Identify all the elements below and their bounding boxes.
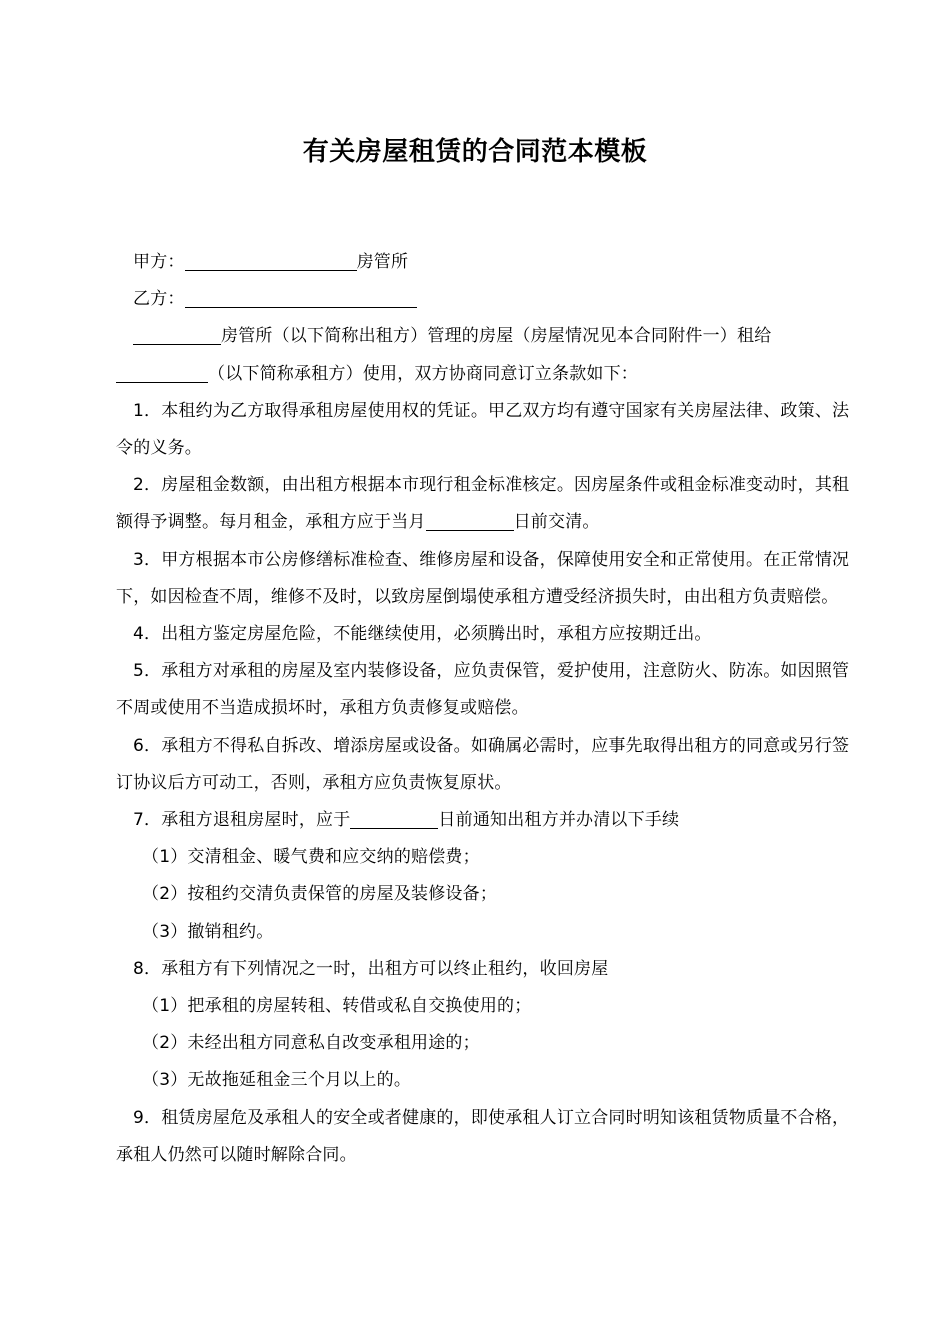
clause-7-item: （1）交清租金、暖气费和应交纳的赔偿费； xyxy=(142,847,480,868)
clause-9: 9．租赁房屋危及承租人的安全或者健康的，即使承租人订立合同时明知该租赁物质量不合格，承租人仍然可以随时解除合同。 xyxy=(116,1107,850,1165)
clause-8-item: （1）把承租的房屋转租、转借或私自交换使用的； xyxy=(142,996,532,1017)
clause-7-item: （3）撤销租约。 xyxy=(142,921,274,942)
clause-2-blank xyxy=(426,510,514,531)
clause-7-text-1: 7．承租方退租房屋时，应于 xyxy=(133,810,351,831)
intro-blank-2 xyxy=(116,362,208,383)
clause-2 xyxy=(116,467,852,541)
party-a-label: 甲方： xyxy=(133,252,185,272)
party-b-blank xyxy=(185,287,417,308)
document-body xyxy=(116,244,852,1174)
clause-1: 1．本租约为乙方取得承租房屋使用权的凭证。甲乙双方均有遵守国家有关房屋法律、政策、法令的义务。 xyxy=(116,400,850,459)
clause-7 xyxy=(116,802,852,839)
clause-6: 6．承租方不得私自拆改、增添房屋或设备。如确属必需时，应事先取得出租方的同意或另行签订协议后方可动工，否则，承租方应负责恢复原状。 xyxy=(116,735,850,793)
intro-blank-1 xyxy=(133,324,221,345)
clause-8-item: （3）无故拖延租金三个月以上的。 xyxy=(142,1070,412,1091)
clause-7-text-2: 日前通知出租方并办清以下手续 xyxy=(438,810,680,831)
intro-text-2: （以下简称承租方）使用，双方协商同意订立条款如下： xyxy=(208,363,638,384)
party-b-label: 乙方： xyxy=(133,289,185,310)
clause-3: 3．甲方根据本市公房修缮标准检查、维修房屋和设备，保障使用安全和正常使用。在正常情况下，如因检查不周，维修不及时，以致房屋倒塌使承租方遭受经济损失时，由出租方负责赔偿。 xyxy=(116,549,850,607)
party-a-line xyxy=(116,244,852,281)
clause-7-item: （2）按租约交清负责保管的房屋及装修设备； xyxy=(142,884,498,905)
party-a-suffix: 房管所 xyxy=(356,252,409,272)
document-title: 有关房屋租赁的合同范本模板 xyxy=(302,137,648,167)
clause-5: 5．承租方对承租的房屋及室内装修设备，应负责保管，爱护使用，注意防火、防冻。如因照管不周或使用不当造成损坏时，承租方负责修复或赔偿。 xyxy=(116,661,850,719)
clause-7-blank xyxy=(350,808,438,829)
clause-4: 4．出租方鉴定房屋危险，不能继续使用，必须腾出时，承租方应按期迁出。 xyxy=(133,624,712,645)
party-a-blank xyxy=(185,250,357,271)
clause-2-text-2: 日前交清。 xyxy=(513,512,600,533)
clause-8-item: （2）未经出租方同意私自改变承租用途的； xyxy=(142,1033,480,1054)
party-b-line xyxy=(116,281,852,318)
clause-2-text-1: 2．房屋租金数额，由出租方根据本市现行租金标准核定。因房屋条件或租金标准变动时，其租额得予调整。每月租金，承租方应于当月 xyxy=(116,475,850,533)
clause-8: 8．承租方有下列情况之一时，出租方可以终止租约，收回房屋 xyxy=(133,958,609,979)
intro-text-1: 房管所（以下简称出租方）管理的房屋（房屋情况见本合同附件一）租给 xyxy=(221,326,772,347)
intro-paragraph xyxy=(116,318,852,392)
